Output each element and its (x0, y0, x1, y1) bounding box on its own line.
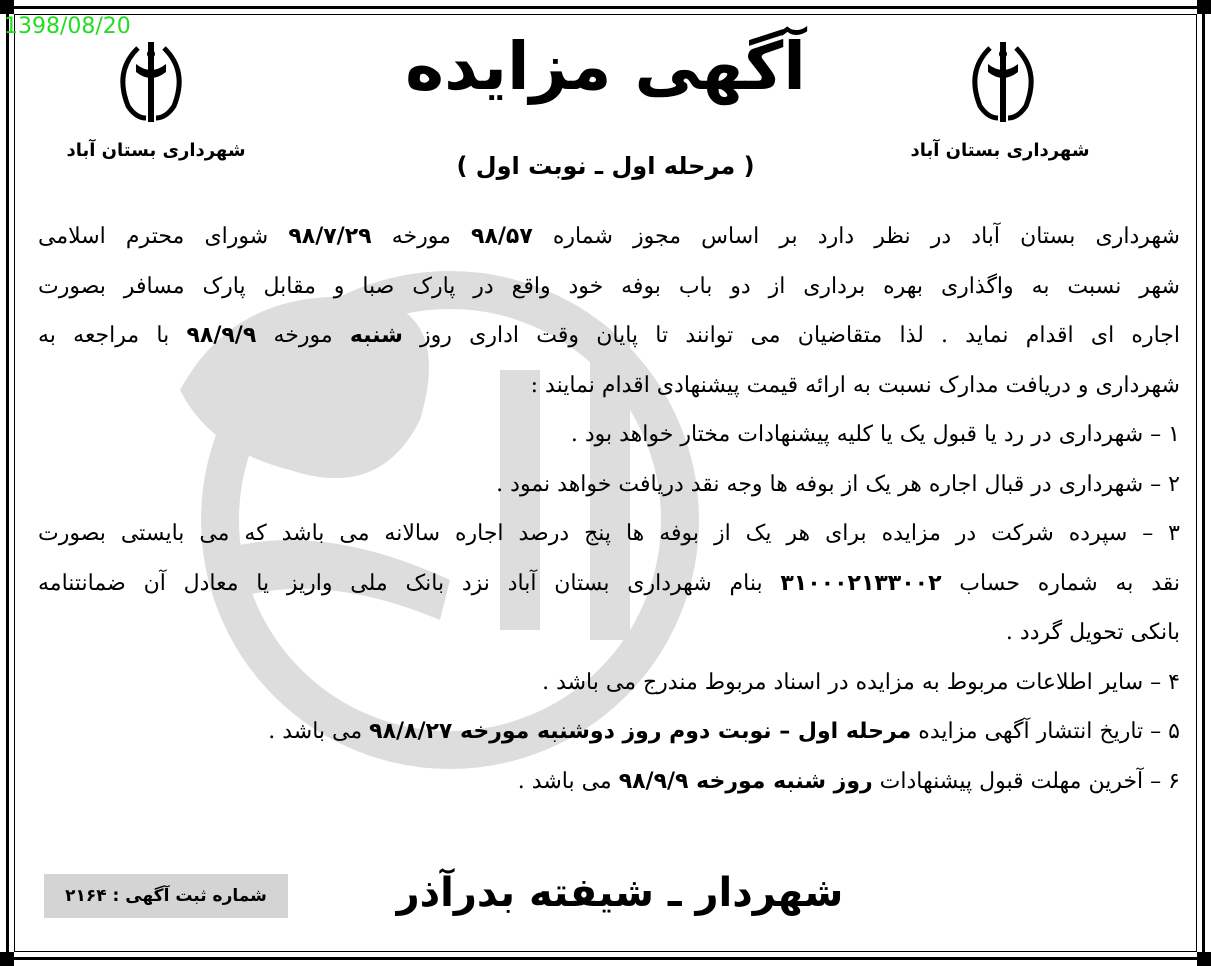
list-item: ۴ – سایر اطلاعات مربوط به مزایده در اسناد مربوط مندرج می باشد . (542, 669, 1180, 695)
corner-ornament (1197, 0, 1211, 14)
registration-number-badge: شماره ثبت آگهی : ۲۱۶۴ (44, 874, 288, 918)
emphasis-text: شنبه (349, 323, 403, 348)
org-name-left: شهرداری بستان آباد (66, 140, 246, 161)
intro-line: شهر نسبت به واگذاری بهره برداری از دو باب بوفه خود واقع در پارک صبا و مقابل پارک مسافر بصورت (38, 273, 1180, 299)
emphasis-text: روز شنبه مورخه ۹۸/۹/۹ (618, 768, 873, 794)
intro-line: اجاره ای اقدام نماید . لذا متقاضیان می توانند تا پایان وقت اداری روز شنبه مورخه ۹۸/۹/۹ با مراجعه به (38, 323, 1180, 348)
emphasis-text: ۹۸/۷/۲۹ (288, 224, 372, 249)
corner-ornament (0, 0, 14, 14)
page-title: آگهی مزایده (405, 28, 806, 105)
list-item: نقد به شماره حساب ۳۱۰۰۰۲۱۳۳۰۰۲ بنام شهرداری بستان آباد نزد بانک ملی واریز یا معادل آن ضمانتنامه (38, 570, 1180, 596)
page-subtitle: ( مرحله اول ـ نوبت اول ) (456, 152, 755, 180)
list-item: ۳ – سپرده شرکت در مزایده برای هر یک از بوفه ها پنج درصد اجاره سالانه می باشد که می بایستی بصورت (38, 521, 1180, 546)
emphasis-text: ۳۱۰۰۰۲۱۳۳۰۰۲ (780, 570, 942, 596)
list-item: ۲ – شهرداری در قبال اجاره هر یک از بوفه ها وجه نقد دریافت خواهد نمود . (496, 471, 1180, 497)
list-item: بانکی تحویل گردد . (1005, 620, 1180, 645)
date-stamp: 1398/08/20 (4, 14, 131, 39)
list-item: ۶ – آخرین مهلت قبول پیشنهادات روز شنبه مورخه ۹۸/۹/۹ می باشد . (517, 768, 1180, 794)
intro-line: شهرداری و دریافت مدارک نسبت به ارائه قیمت پیشنهادی اقدام نمایند : (530, 372, 1180, 398)
intro-line: شهرداری بستان آباد در نظر دارد بر اساس مجوز شماره ۹۸/۵۷ مورخه ۹۸/۷/۲۹ شورای محترم اسلامی (38, 224, 1180, 249)
notice-body (38, 212, 1180, 806)
corner-ornament (0, 952, 14, 966)
emphasis-text: مرحله اول – نوبت دوم روز دوشنبه مورخه ۹۸/۸/۲۷ (369, 719, 912, 744)
list-item: ۱ – شهرداری در رد یا قبول یک یا کلیه پیشنهادات مختار خواهد بود . (570, 422, 1180, 447)
mayor-signature: شهردار ـ شیفته بدرآذر (396, 870, 844, 916)
corner-ornament (1197, 952, 1211, 966)
emphasis-text: ۹۸/۵۷ (471, 224, 533, 249)
org-name-right: شهرداری بستان آباد (910, 140, 1090, 161)
list-item: ۵ – تاریخ انتشار آگهی مزایده مرحله اول – نوبت دوم روز دوشنبه مورخه ۹۸/۸/۲۷ می باشد . (268, 719, 1180, 744)
emphasis-text: ۹۸/۹/۹ (186, 323, 257, 348)
